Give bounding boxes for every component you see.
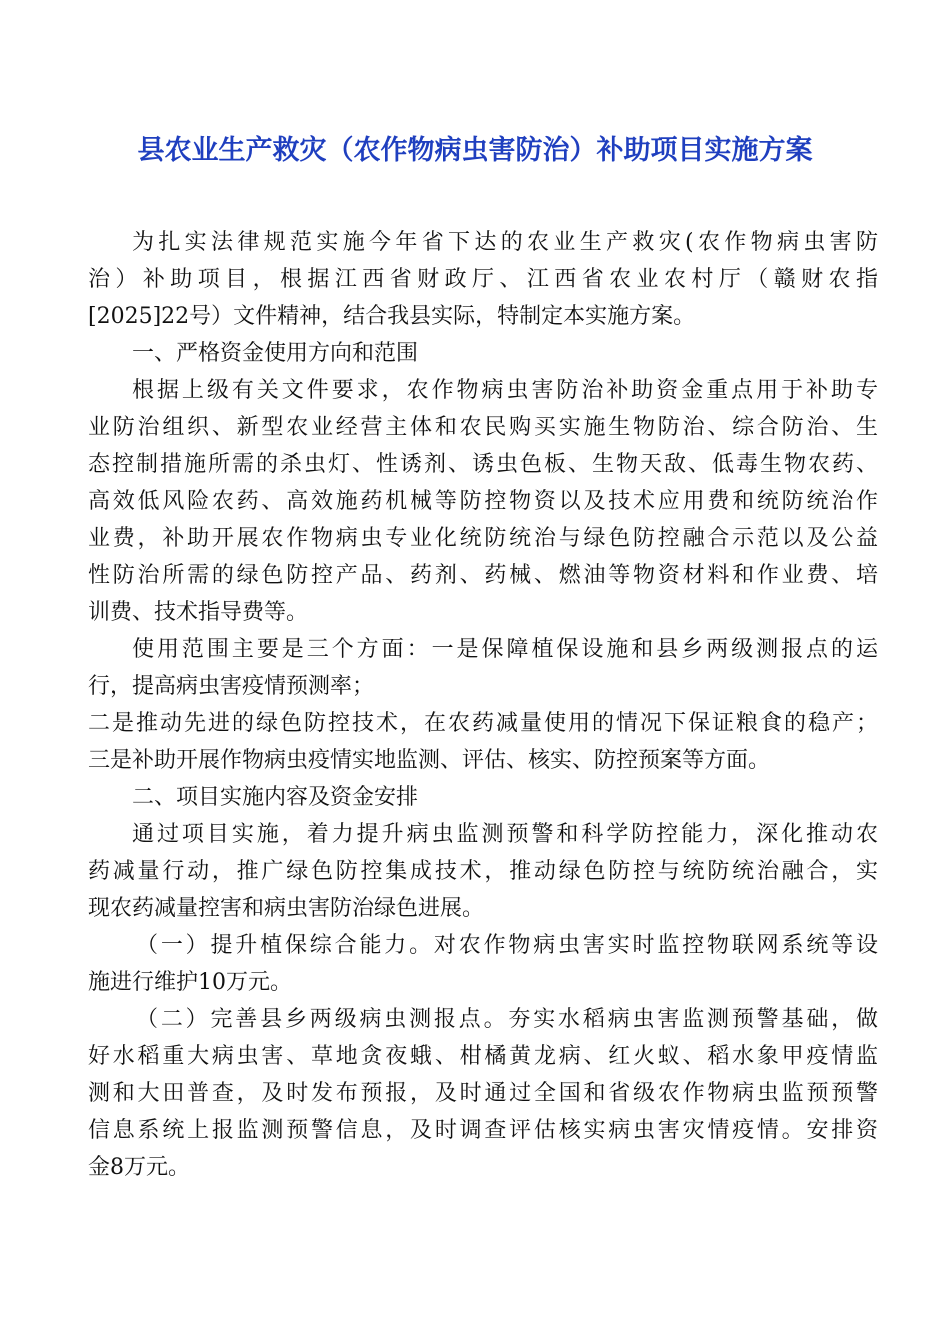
body-line: （二）完善县乡两级病虫测报点。夯实水稻病虫害监测预警基础，做 (136, 1007, 878, 1032)
body-line: 态控制措施所需的杀虫灯、性诱剂、诱虫色板、生物天敌、低毒生物农药、 (88, 452, 878, 477)
body-line: 通过项目实施，着力提升病虫监测预警和科学防控能力，深化推动农 (132, 822, 878, 847)
body-line: 为扎实法律规范实施今年省下达的农业生产救灾(农作物病虫害防 (132, 230, 878, 255)
body-line: 三是补助开展作物病虫疫情实地监测、评估、核实、防控预案等方面。 (88, 748, 771, 773)
document-title: 县农业生产救灾（农作物病虫害防治）补助项目实施方案 (137, 135, 813, 166)
body-line: 治）补助项目，根据江西省财政厅、江西省农业农村厅（赣财农指 (88, 267, 878, 292)
body-line: 使用范围主要是三个方面：一是保障植保设施和县乡两级测报点的运 (132, 637, 878, 662)
body-line: 业费，补助开展农作物病虫专业化统防统治与绿色防控融合示范以及公益 (88, 526, 878, 551)
body-line: 业防治组织、新型农业经营主体和农民购买实施生物防治、综合防治、生 (88, 415, 878, 440)
body-line: 二是推动先进的绿色防控技术，在农药减量使用的情况下保证粮食的稳产； (88, 711, 878, 736)
body-line: [2025]22号）文件精神，结合我县实际，特制定本实施方案。 (88, 304, 696, 329)
body-line: 高效低风险农药、高效施药机械等防控物资以及技术应用费和统防统治作 (88, 489, 878, 514)
body-line: 药减量行动，推广绿色防控集成技术，推动绿色防控与统防统治融合，实 (88, 859, 878, 884)
body-line: 性防治所需的绿色防控产品、药剂、药械、燃油等物资材料和作业费、培 (88, 563, 878, 588)
document-body (88, 224, 878, 1186)
body-line: 好水稻重大病虫害、草地贪夜蛾、柑橘黄龙病、红火蚁、稻水象甲疫情监 (88, 1044, 878, 1069)
body-line: 一、严格资金使用方向和范围 (132, 341, 419, 366)
body-line: 行，提高病虫害疫情预测率； (88, 674, 375, 699)
body-line: 现农药减量控害和病虫害防治绿色进展。 (88, 896, 485, 921)
body-line: 训费、技术指导费等。 (88, 600, 309, 625)
body-line: 金8万元。 (88, 1155, 190, 1180)
body-line: 施进行维护10万元。 (88, 970, 292, 995)
body-line: 信息系统上报监测预警信息，及时调查评估核实病虫害灾情疫情。安排资 (88, 1118, 878, 1143)
body-line: 根据上级有关文件要求，农作物病虫害防治补助资金重点用于补助专 (132, 378, 878, 403)
body-line: 二、项目实施内容及资金安排 (132, 785, 419, 810)
body-line: （一）提升植保综合能力。对农作物病虫害实时监控物联网系统等设 (136, 933, 878, 958)
body-line: 测和大田普查，及时发布预报，及时通过全国和省级农作物病虫监预预警 (88, 1081, 878, 1106)
